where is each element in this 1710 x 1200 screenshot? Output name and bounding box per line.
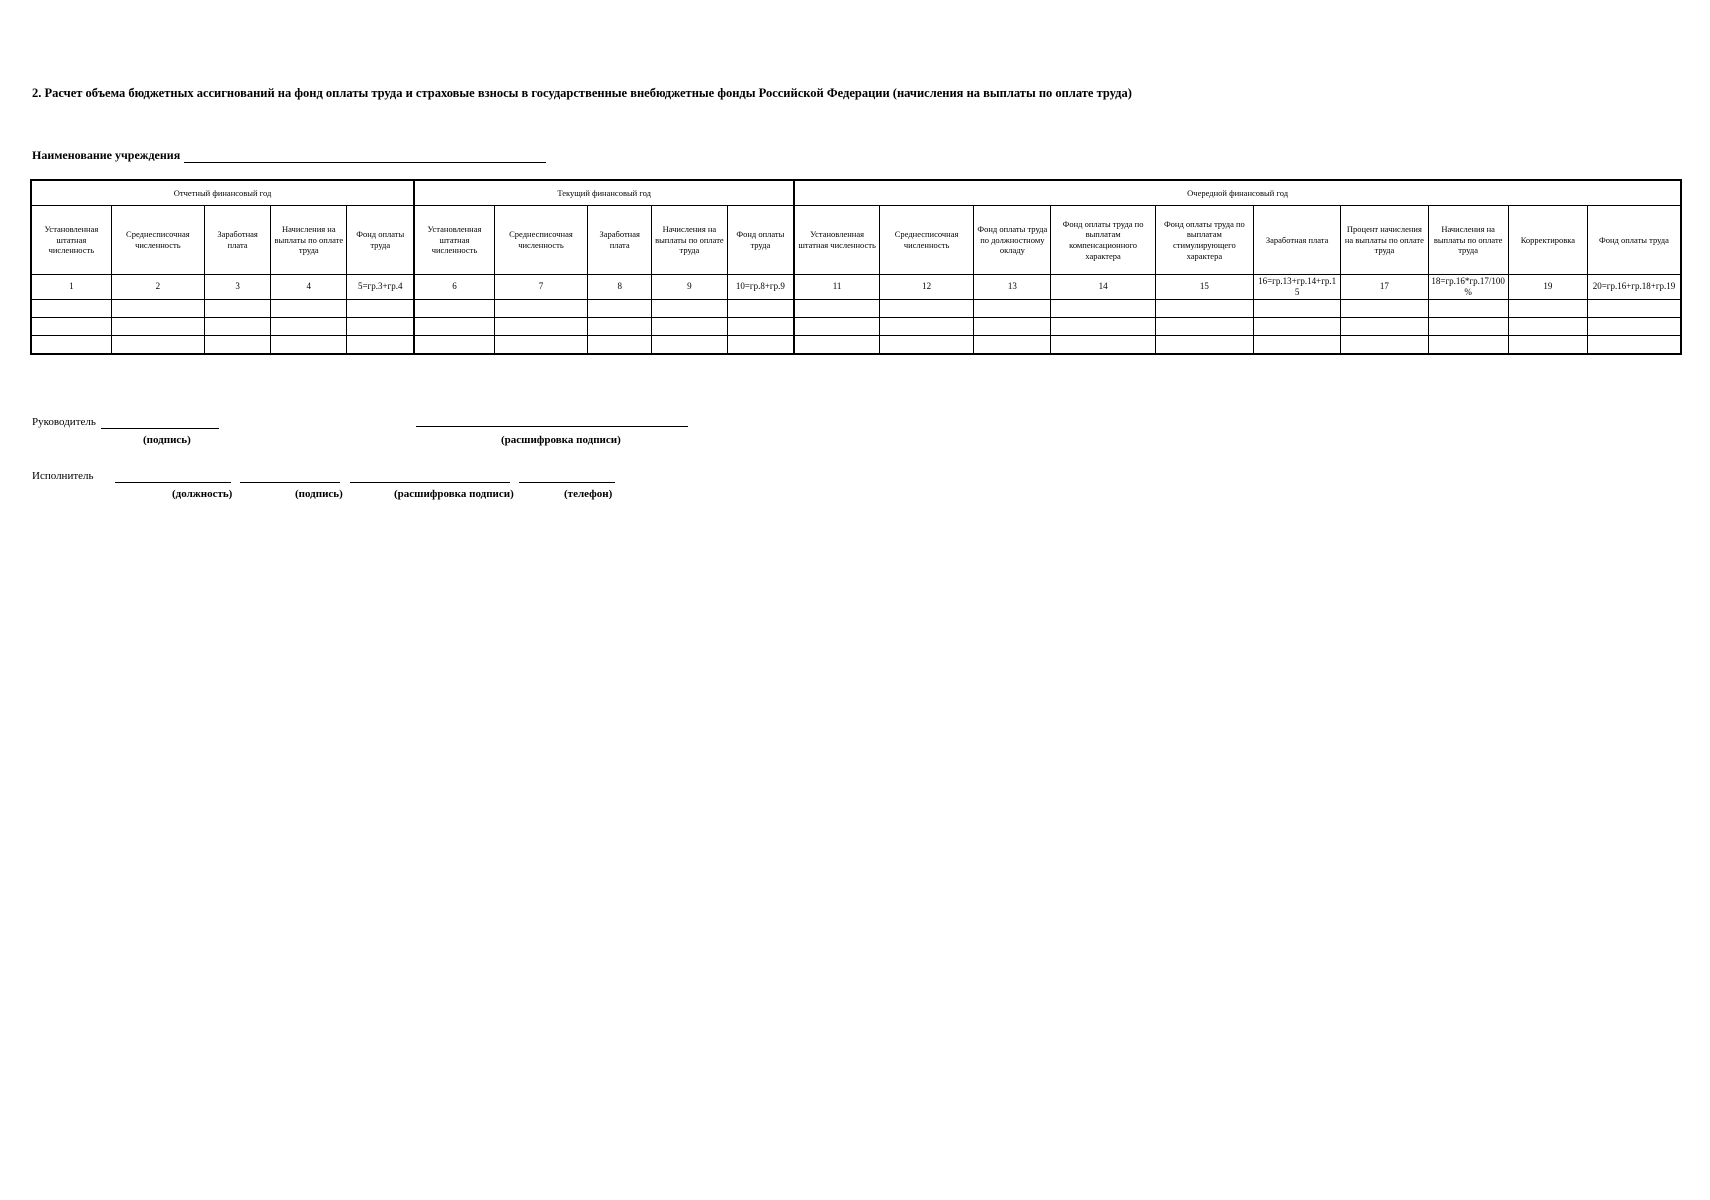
col-header-10: Фонд оплаты труда (727, 206, 794, 275)
col-header-1: Установленная штатная численность (31, 206, 111, 275)
table-cell[interactable] (1428, 300, 1508, 318)
col-number-19: 19 (1508, 275, 1587, 300)
table-cell[interactable] (1155, 300, 1253, 318)
table-cell[interactable] (1587, 300, 1681, 318)
group-next-year: Очередной финансовый год (794, 180, 1681, 206)
table-cell[interactable] (1051, 336, 1155, 355)
table-cell[interactable] (588, 336, 652, 355)
col-number-20: 20=гр.16+гр.18+гр.19 (1587, 275, 1681, 300)
table-cell[interactable] (31, 318, 111, 336)
col-number-11: 11 (794, 275, 879, 300)
col-number-14: 14 (1051, 275, 1155, 300)
head-signature-line[interactable] (101, 428, 219, 429)
table-cell[interactable] (1254, 336, 1341, 355)
col-header-7: Среднесписочная численность (494, 206, 587, 275)
col-number-8: 8 (588, 275, 652, 300)
col-header-11: Установленная штатная численность (794, 206, 879, 275)
table-cell[interactable] (974, 336, 1051, 355)
col-number-16: 16=гр.13+гр.14+гр.15 (1254, 275, 1341, 300)
col-number-1: 1 (31, 275, 111, 300)
column-number-row (31, 275, 1681, 300)
table-cell[interactable] (271, 300, 347, 318)
col-header-9: Начисления на выплаты по оплате труда (652, 206, 727, 275)
col-number-3: 3 (205, 275, 271, 300)
table-cell[interactable] (271, 336, 347, 355)
column-header-row (31, 206, 1681, 275)
col-number-17: 17 (1341, 275, 1428, 300)
col-header-20: Фонд оплаты труда (1587, 206, 1681, 275)
col-number-6: 6 (414, 275, 494, 300)
col-header-3: Заработная плата (205, 206, 271, 275)
table-cell[interactable] (727, 336, 794, 355)
table-cell[interactable] (205, 318, 271, 336)
table-cell[interactable] (588, 300, 652, 318)
table-cell[interactable] (1254, 318, 1341, 336)
col-header-12: Среднесписочная численность (879, 206, 973, 275)
col-header-5: Фонд оплаты труда (347, 206, 414, 275)
table-cell[interactable] (414, 300, 494, 318)
table-cell[interactable] (652, 300, 727, 318)
table-row (31, 336, 1681, 355)
table-cell[interactable] (111, 336, 204, 355)
table-cell[interactable] (879, 300, 973, 318)
table-cell[interactable] (1254, 300, 1341, 318)
table-cell[interactable] (879, 318, 973, 336)
table-cell[interactable] (1587, 318, 1681, 336)
table-cell[interactable] (588, 318, 652, 336)
col-number-18: 18=гр.16*гр.17/100% (1428, 275, 1508, 300)
table-cell[interactable] (974, 318, 1051, 336)
table-cell[interactable] (1051, 300, 1155, 318)
table-cell[interactable] (31, 300, 111, 318)
institution-name-field[interactable] (184, 150, 546, 163)
table-cell[interactable] (494, 336, 587, 355)
table-cell[interactable] (494, 318, 587, 336)
table-cell[interactable] (111, 300, 204, 318)
table-cell[interactable] (794, 300, 879, 318)
col-header-4: Начисления на выплаты по оплате труда (271, 206, 347, 275)
col-header-14: Фонд оплаты труда по выплатам компенсационного характера (1051, 206, 1155, 275)
col-header-16: Заработная плата (1254, 206, 1341, 275)
col-number-4: 4 (271, 275, 347, 300)
table-cell[interactable] (271, 318, 347, 336)
table-cell[interactable] (794, 318, 879, 336)
table-cell[interactable] (1428, 336, 1508, 355)
table-cell[interactable] (347, 336, 414, 355)
executor-decode-caption: (расшифровка подписи) (394, 488, 514, 500)
table-cell[interactable] (31, 336, 111, 355)
group-reporting-year: Отчетный финансовый год (31, 180, 414, 206)
col-header-13: Фонд оплаты труда по должностному окладу (974, 206, 1051, 275)
head-decode-line[interactable] (416, 426, 688, 427)
col-number-2: 2 (111, 275, 204, 300)
executor-decode-line[interactable] (350, 482, 510, 483)
col-header-8: Заработная плата (588, 206, 652, 275)
table-cell[interactable] (205, 300, 271, 318)
table-cell[interactable] (727, 318, 794, 336)
executor-phone-line[interactable] (519, 482, 615, 483)
table-cell[interactable] (879, 336, 973, 355)
group-current-year: Текущий финансовый год (414, 180, 794, 206)
col-header-18: Начисления на выплаты по оплате труда (1428, 206, 1508, 275)
executor-sign-caption: (подпись) (295, 488, 343, 500)
executor-signature-line[interactable] (240, 482, 340, 483)
table-cell[interactable] (652, 318, 727, 336)
col-number-15: 15 (1155, 275, 1253, 300)
table-cell[interactable] (1587, 336, 1681, 355)
table-cell[interactable] (1341, 318, 1428, 336)
table-cell[interactable] (1051, 318, 1155, 336)
budget-calculation-table (30, 179, 1682, 355)
table-cell[interactable] (1341, 300, 1428, 318)
table-cell[interactable] (494, 300, 587, 318)
col-number-7: 7 (494, 275, 587, 300)
table-cell[interactable] (414, 336, 494, 355)
col-header-15: Фонд оплаты труда по выплатам стимулирующего характера (1155, 206, 1253, 275)
table-cell[interactable] (205, 336, 271, 355)
col-header-2: Среднесписочная численность (111, 206, 204, 275)
table-cell[interactable] (974, 300, 1051, 318)
table-cell[interactable] (727, 300, 794, 318)
col-header-17: Процент начисления на выплаты по оплате труда (1341, 206, 1428, 275)
table-cell[interactable] (1155, 318, 1253, 336)
table-cell[interactable] (1428, 318, 1508, 336)
table-row (31, 300, 1681, 318)
col-number-9: 9 (652, 275, 727, 300)
table-cell[interactable] (111, 318, 204, 336)
table-cell[interactable] (652, 336, 727, 355)
col-header-19: Корректировка (1508, 206, 1587, 275)
col-number-12: 12 (879, 275, 973, 300)
head-sign-caption: (подпись) (143, 434, 191, 446)
table-row (31, 318, 1681, 336)
executor-label: Исполнитель (32, 470, 94, 482)
table-cell[interactable] (1155, 336, 1253, 355)
executor-position-line[interactable] (115, 482, 231, 483)
table-cell[interactable] (414, 318, 494, 336)
table-cell[interactable] (794, 336, 879, 355)
institution-name-label: Наименование учреждения (32, 148, 181, 162)
group-header-row (31, 180, 1681, 206)
executor-phone-caption: (телефон) (564, 488, 613, 500)
col-header-6: Установленная штатная численность (414, 206, 494, 275)
head-label: Руководитель (32, 416, 96, 428)
col-number-5: 5=гр.3+гр.4 (347, 275, 414, 300)
table-cell[interactable] (1341, 336, 1428, 355)
table-cell[interactable] (1508, 336, 1587, 355)
head-decode-caption: (расшифровка подписи) (501, 434, 621, 446)
col-number-10: 10=гр.8+гр.9 (727, 275, 794, 300)
table-cell[interactable] (347, 300, 414, 318)
table-cell[interactable] (347, 318, 414, 336)
table-cell[interactable] (1508, 318, 1587, 336)
col-number-13: 13 (974, 275, 1051, 300)
executor-position-caption: (должность) (172, 488, 233, 500)
table-cell[interactable] (1508, 300, 1587, 318)
institution-name-row (32, 148, 546, 163)
document-title: 2. Расчет объема бюджетных ассигнований на фонд оплаты труда и страховые взносы в государственные внебюджетные фонды Российской Федерации (начисления на выплаты по оплате труда) (32, 86, 1132, 100)
